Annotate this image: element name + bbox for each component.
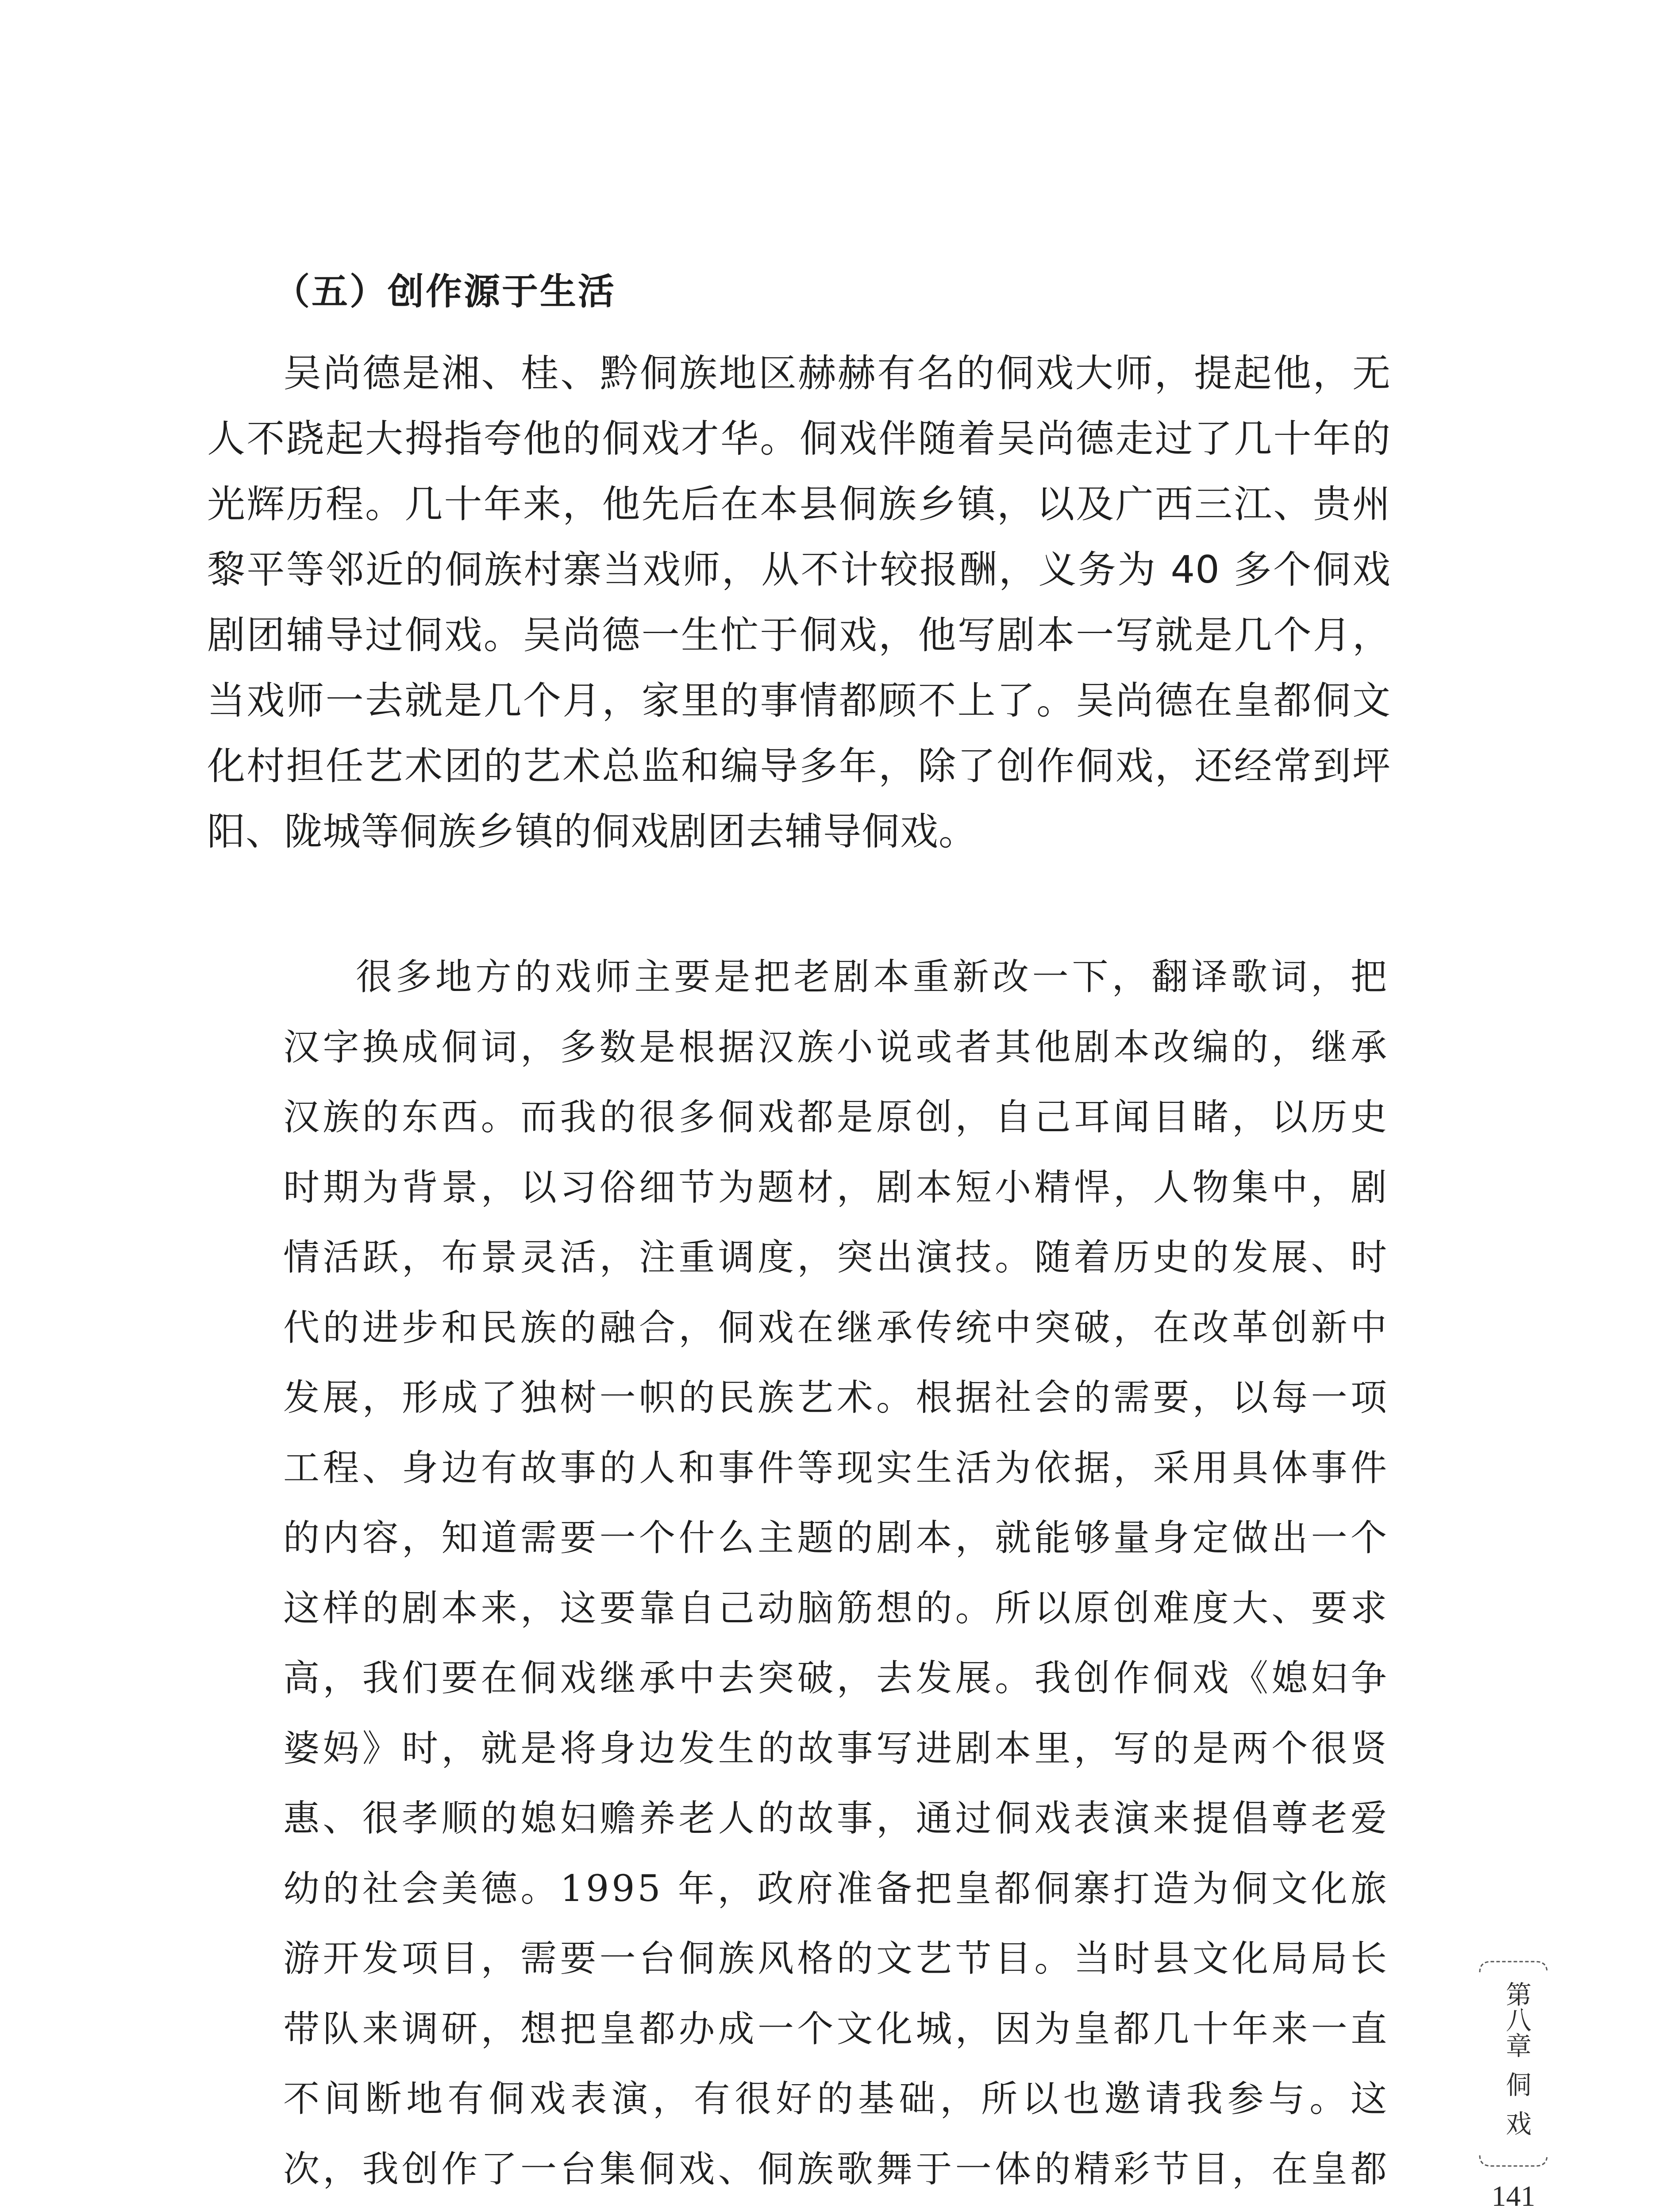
- tab-bracket-top-icon: [1478, 1960, 1549, 1973]
- tab-bracket-bottom-icon: [1478, 2154, 1549, 2168]
- quoted-paragraph: 很多地方的戏师主要是把老剧本重新改一下，翻译歌词，把汉字换成侗词，多数是根据汉族小说或者其他剧本改编的，继承汉族的东西。而我的很多侗戏都是原创，自己耳闻目睹，以历史时期为背景，以习俗细节为题材，剧本短小精悍，人物集中，剧情活跃，布景灵活，注重调度，突出演技。随着历史的发展、时代的进步和民族的融合，侗戏在继承传统中突破，在改革创新中发展，形成了独树一帜的民族艺术。根据社会的需要，以每一项工程、身边有故事的人和事件等现实生活为依据，采用具体事件的内容，知道需要一个什么主题的剧本，就能够量身定做出一个这样的剧本来，这要靠自己动脑筋想的。所以原创难度大、要求高，我们要在侗戏继承中去突破，去发展。我创作侗戏《媳妇争婆妈》时，就是将身边发生的故事写进剧本里，写的是两个很贤惠、很孝顺的媳妇赡养老人的故事，通过侗戏表演来提倡尊老爱幼的社会美德。1995 年，政府准备把皇都侗寨打造为侗文化旅游开发项目，需要一台侗族风格的文艺节目。当时县文化局局长带队来调研，想把皇都办成一个文化城，因为皇都几十年来一直不间断地有侗戏表演，有很好的基础，所以也邀请我参与。这次，我创作了一台集侗戏、侗族歌舞于一体的精彩节目，在皇都: [283, 956, 1389, 2190]
- body-paragraph: 吴尚德是湘、桂、黔侗族地区赫赫有名的侗戏大师，提起他，无人不跷起大拇指夸他的侗戏才华。侗戏伴随着吴尚德走过了几十年的光辉历程。几十年来，他先后在本县侗族乡镇，以及广西三江、贵州黎平等邻近的侗族村寨当戏师，从不计较报酬，义务为 40 多个侗戏剧团辅导过侗戏。吴尚德一生忙于侗戏，他写剧本一写就是几个月，当戏师一去就是几个月，家里的事情都顾不上了。吴尚德在皇都侗文化村担任艺术团的艺术总监和编导多年，除了创作侗戏，还经常到坪阳、陇城等侗族乡镇的侗戏剧团去辅导侗戏。: [207, 351, 1391, 854]
- chapter-side-tab: [1478, 1960, 1549, 2168]
- chapter-number: 第八章: [1501, 1981, 1532, 2058]
- chapter-title: 侗戏: [1501, 2071, 1532, 2149]
- page-number: 141: [1491, 2180, 1536, 2212]
- section-heading: （五）创作源于生活: [273, 271, 616, 313]
- chapter-label: [1496, 1972, 1531, 2158]
